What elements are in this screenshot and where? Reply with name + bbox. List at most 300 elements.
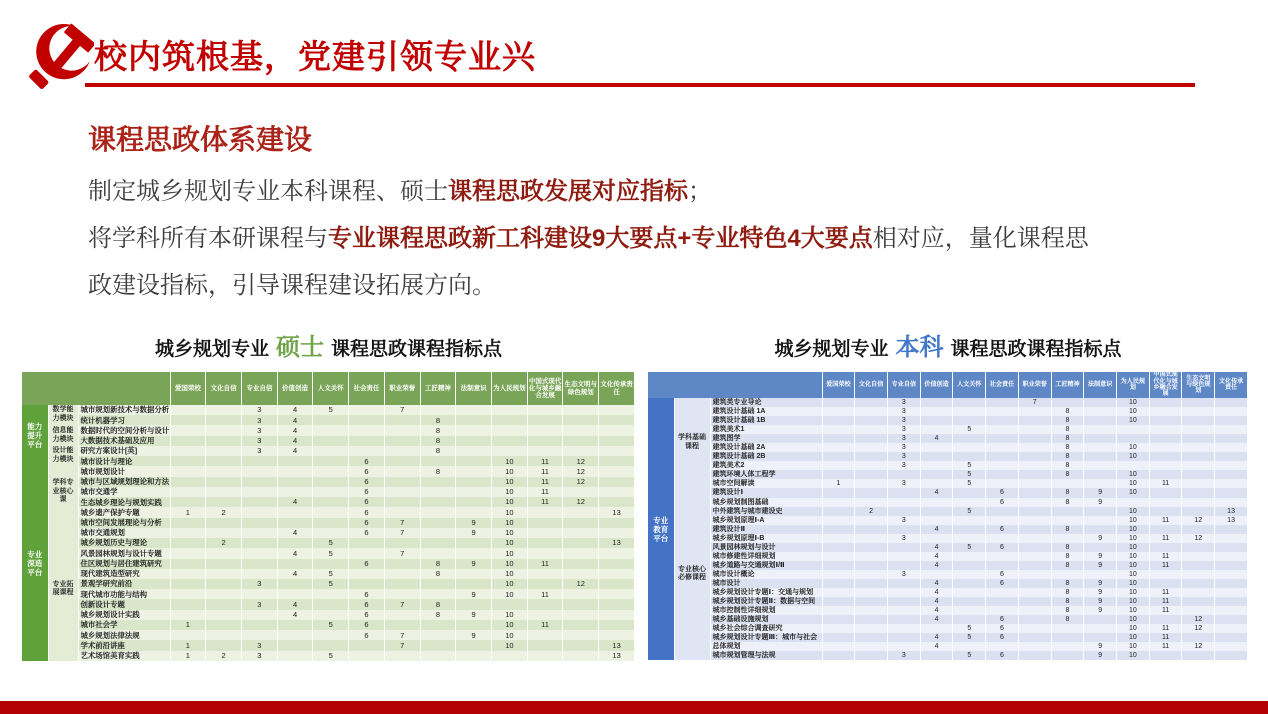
highlight-run: 专业课程思政新工科建设9大要点+专业特色4大要点: [328, 225, 873, 252]
indicator-value-cell: 4: [920, 552, 953, 561]
indicator-value-cell: [986, 416, 1019, 425]
indicator-value-cell: [887, 525, 920, 534]
course-name-cell: 艺术场馆美育实践: [78, 651, 170, 661]
indicator-value-cell: [920, 407, 953, 416]
course-name-cell: 城市空间解读: [710, 479, 822, 488]
indicator-value-cell: 5: [953, 479, 986, 488]
indicator-value-cell: 4: [277, 569, 313, 579]
indicator-value-cell: [855, 407, 888, 416]
indicator-value-cell: [953, 498, 986, 507]
indicator-value-cell: 3: [241, 415, 277, 425]
indicator-value-cell: [1051, 651, 1084, 660]
indicator-value-cell: [384, 589, 420, 599]
indicator-value-cell: 5: [313, 569, 349, 579]
indicator-value-cell: 10: [1117, 561, 1150, 570]
indicator-value-cell: [170, 610, 206, 620]
indicator-value-cell: 8: [1051, 606, 1084, 615]
indicator-value-cell: [822, 606, 855, 615]
indicator-value-cell: [1149, 488, 1182, 497]
indicator-value-cell: [384, 569, 420, 579]
course-name-cell: 城市设计与理论: [78, 456, 170, 466]
indicator-value-cell: 4: [920, 588, 953, 597]
indicator-value-cell: [1084, 434, 1117, 443]
indicator-value-cell: 2: [206, 507, 242, 517]
indicator-value-cell: [456, 415, 492, 425]
indicator-value-cell: [563, 538, 599, 548]
indicator-value-cell: [822, 461, 855, 470]
indicator-value-cell: [1182, 525, 1215, 534]
indicator-value-cell: [206, 425, 242, 435]
indicator-value-cell: [986, 561, 1019, 570]
indicator-value-cell: 6: [986, 633, 1019, 642]
indicator-value-cell: [456, 548, 492, 558]
indicator-value-cell: [492, 436, 528, 446]
course-row: [22, 507, 635, 517]
course-row: [648, 615, 1248, 624]
indicator-value-cell: 2: [206, 538, 242, 548]
indicator-value-cell: [887, 507, 920, 516]
indicator-value-cell: [277, 477, 313, 487]
module-subgroup-cell: 信息能力模块: [48, 425, 78, 445]
indicator-value-cell: [1215, 561, 1248, 570]
indicator-value-cell: [855, 461, 888, 470]
master-table-title: [22, 327, 635, 362]
indicator-value-cell: 4: [277, 405, 313, 415]
course-row: [648, 642, 1248, 651]
indicator-column-header: 专业自信: [887, 372, 920, 398]
indicator-value-cell: 9: [456, 528, 492, 538]
indicator-value-cell: [1149, 498, 1182, 507]
indicator-value-cell: [1018, 615, 1051, 624]
indicator-column-header: 为人民规划: [492, 372, 528, 405]
indicator-value-cell: [492, 651, 528, 661]
indicator-column-header: 为人民规划: [1117, 372, 1150, 398]
indicator-value-cell: [599, 518, 635, 528]
indicator-value-cell: [384, 559, 420, 569]
indicator-value-cell: [456, 579, 492, 589]
course-row: [648, 651, 1248, 660]
indicator-value-cell: [986, 443, 1019, 452]
indicator-value-cell: [855, 425, 888, 434]
indicator-value-cell: [384, 456, 420, 466]
indicator-value-cell: [349, 446, 385, 456]
indicator-value-cell: [599, 446, 635, 456]
indicator-value-cell: [1084, 470, 1117, 479]
course-row: [22, 630, 635, 640]
indicator-value-cell: [527, 425, 563, 435]
indicator-value-cell: [953, 398, 986, 407]
indicator-value-cell: [563, 528, 599, 538]
course-row: [22, 477, 635, 487]
course-name-cell: 数据时代的空间分析与设计: [78, 425, 170, 435]
indicator-value-cell: [1182, 488, 1215, 497]
indicator-value-cell: [1182, 425, 1215, 434]
indicator-value-cell: [206, 579, 242, 589]
indicator-value-cell: 5: [313, 548, 349, 558]
indicator-value-cell: [599, 456, 635, 466]
indicator-value-cell: [953, 597, 986, 606]
indicator-value-cell: 8: [420, 425, 456, 435]
indicator-column-header: 社会责任: [986, 372, 1019, 398]
indicator-value-cell: [855, 452, 888, 461]
indicator-value-cell: [456, 569, 492, 579]
paragraph-line-1: [88, 168, 1238, 215]
platform-group-cell: 专业深造平台: [22, 466, 48, 661]
indicator-value-cell: [277, 579, 313, 589]
indicator-value-cell: [1215, 479, 1248, 488]
course-row: [648, 461, 1248, 470]
indicator-value-cell: 4: [920, 633, 953, 642]
indicator-value-cell: [349, 436, 385, 446]
course-row: [648, 425, 1248, 434]
indicator-value-cell: [170, 415, 206, 425]
indicator-value-cell: 4: [277, 415, 313, 425]
indicator-value-cell: [1149, 434, 1182, 443]
course-name-cell: 城市交通规划: [78, 528, 170, 538]
bachelor-indicator-table: [648, 372, 1248, 660]
indicator-value-cell: [313, 466, 349, 476]
course-name-cell: 城乡规划原理Ⅰ-A: [710, 516, 822, 525]
indicator-value-cell: [953, 525, 986, 534]
course-name-cell: 城乡规划设计专题Ⅰ：交通与规划: [710, 588, 822, 597]
indicator-value-cell: [170, 538, 206, 548]
indicator-column-header: 爱国荣校: [822, 372, 855, 398]
indicator-value-cell: [420, 507, 456, 517]
indicator-column-header: 人文关怀: [953, 372, 986, 398]
indicator-value-cell: 1: [170, 507, 206, 517]
indicator-value-cell: 4: [920, 615, 953, 624]
master-indicator-table: [22, 372, 635, 661]
course-row: [22, 651, 635, 661]
indicator-value-cell: [527, 528, 563, 538]
indicator-value-cell: 10: [492, 456, 528, 466]
indicator-value-cell: [170, 466, 206, 476]
course-row: [22, 559, 635, 569]
indicator-value-cell: [313, 559, 349, 569]
indicator-value-cell: 6: [349, 620, 385, 630]
indicator-column-header: 价值创造: [277, 372, 313, 405]
indicator-value-cell: [599, 610, 635, 620]
course-row: [22, 497, 635, 507]
indicator-value-cell: [953, 434, 986, 443]
indicator-value-cell: 3: [887, 443, 920, 452]
indicator-value-cell: [456, 436, 492, 446]
indicator-value-cell: [349, 538, 385, 548]
indicator-value-cell: [206, 548, 242, 558]
indicator-value-cell: [920, 516, 953, 525]
indicator-value-cell: [920, 651, 953, 660]
indicator-value-cell: 10: [1117, 633, 1150, 642]
course-row: [22, 620, 635, 630]
indicator-value-cell: [1182, 597, 1215, 606]
indicator-value-cell: [420, 579, 456, 589]
indicator-column-header: 文化自信: [206, 372, 242, 405]
indicator-value-cell: [920, 470, 953, 479]
indicator-value-cell: [527, 436, 563, 446]
indicator-value-cell: [986, 452, 1019, 461]
course-row: [648, 597, 1248, 606]
course-name-cell: 风景园林规划与设计专题: [78, 548, 170, 558]
indicator-value-cell: [887, 642, 920, 651]
course-row: [648, 525, 1248, 534]
course-row: [648, 570, 1248, 579]
indicator-value-cell: [1018, 498, 1051, 507]
indicator-value-cell: [855, 606, 888, 615]
indicator-value-cell: [887, 633, 920, 642]
indicator-value-cell: [420, 497, 456, 507]
indicator-value-cell: 10: [492, 487, 528, 497]
indicator-value-cell: 11: [1149, 624, 1182, 633]
indicator-value-cell: 3: [241, 599, 277, 609]
indicator-value-cell: 10: [1117, 470, 1150, 479]
indicator-value-cell: 12: [1182, 642, 1215, 651]
platform-group-cell: 能力提升平台: [22, 405, 48, 466]
indicator-value-cell: 4: [277, 528, 313, 538]
indicator-value-cell: [855, 434, 888, 443]
indicator-value-cell: [241, 569, 277, 579]
indicator-value-cell: [384, 620, 420, 630]
course-row: [22, 487, 635, 497]
indicator-value-cell: [953, 642, 986, 651]
indicator-value-cell: [349, 569, 385, 579]
indicator-value-cell: 3: [241, 446, 277, 456]
indicator-value-cell: [1084, 398, 1117, 407]
course-row: [22, 548, 635, 558]
indicator-value-cell: [986, 425, 1019, 434]
indicator-value-cell: [563, 630, 599, 640]
indicator-value-cell: [599, 630, 635, 640]
indicator-value-cell: 6: [986, 570, 1019, 579]
course-row: [648, 606, 1248, 615]
indicator-value-cell: [1182, 507, 1215, 516]
indicator-value-cell: [1084, 633, 1117, 642]
indicator-value-cell: [1084, 452, 1117, 461]
indicator-column-header: 职业荣誉: [1018, 372, 1051, 398]
indicator-value-cell: [1018, 633, 1051, 642]
indicator-value-cell: [313, 589, 349, 599]
indicator-value-cell: 8: [1051, 552, 1084, 561]
indicator-value-cell: [855, 579, 888, 588]
indicator-value-cell: [527, 651, 563, 661]
indicator-value-cell: 10: [1117, 398, 1150, 407]
degree-label-master: 硕士: [276, 334, 324, 361]
indicator-value-cell: [170, 528, 206, 538]
indicator-value-cell: [855, 488, 888, 497]
indicator-value-cell: 8: [1051, 452, 1084, 461]
indicator-value-cell: [855, 398, 888, 407]
course-name-cell: 大数据技术基础及应用: [78, 436, 170, 446]
indicator-value-cell: [887, 579, 920, 588]
indicator-value-cell: [887, 543, 920, 552]
indicator-value-cell: [206, 620, 242, 630]
indicator-value-cell: [1149, 651, 1182, 660]
indicator-value-cell: [313, 487, 349, 497]
indicator-value-cell: [599, 436, 635, 446]
indicator-value-cell: 10: [1117, 516, 1150, 525]
indicator-value-cell: 10: [1117, 543, 1150, 552]
indicator-value-cell: 10: [1117, 452, 1150, 461]
indicator-value-cell: [1182, 606, 1215, 615]
indicator-value-cell: [563, 589, 599, 599]
indicator-value-cell: 8: [1051, 498, 1084, 507]
indicator-value-cell: [1018, 525, 1051, 534]
indicator-value-cell: [277, 630, 313, 640]
indicator-value-cell: [855, 552, 888, 561]
indicator-value-cell: [953, 606, 986, 615]
indicator-value-cell: [822, 398, 855, 407]
indicator-value-cell: [563, 487, 599, 497]
indicator-value-cell: 9: [456, 610, 492, 620]
indicator-value-cell: [822, 615, 855, 624]
indicator-value-cell: [170, 405, 206, 415]
indicator-value-cell: [170, 569, 206, 579]
indicator-value-cell: [822, 534, 855, 543]
indicator-value-cell: 11: [527, 456, 563, 466]
indicator-value-cell: 5: [313, 651, 349, 661]
indicator-value-cell: [1182, 443, 1215, 452]
indicator-value-cell: 4: [277, 610, 313, 620]
indicator-value-cell: [456, 497, 492, 507]
indicator-value-cell: 5: [953, 651, 986, 660]
indicator-value-cell: 9: [1084, 642, 1117, 651]
course-name-cell: 城市设计: [710, 579, 822, 588]
indicator-value-cell: 4: [277, 446, 313, 456]
indicator-value-cell: [349, 405, 385, 415]
course-name-cell: 风景园林规划与设计: [710, 543, 822, 552]
course-name-cell: 城市规划新技术与数据分析: [78, 405, 170, 415]
course-name-cell: 统计机器学习: [78, 415, 170, 425]
course-name-cell: 城乡社会综合调查研究: [710, 624, 822, 633]
indicator-value-cell: [1182, 452, 1215, 461]
indicator-value-cell: [1117, 434, 1150, 443]
indicator-column-header: 工匠精神: [420, 372, 456, 405]
indicator-value-cell: [527, 538, 563, 548]
indicator-value-cell: 4: [920, 488, 953, 497]
course-row: [648, 498, 1248, 507]
indicator-value-cell: [420, 487, 456, 497]
indicator-value-cell: 3: [887, 516, 920, 525]
indicator-value-cell: 10: [1117, 552, 1150, 561]
course-row: [22, 456, 635, 466]
title-suffix: 课程思政课程指标点: [950, 339, 1122, 360]
indicator-value-cell: 1: [170, 651, 206, 661]
indicator-value-cell: [599, 548, 635, 558]
indicator-value-cell: [456, 446, 492, 456]
indicator-value-cell: 8: [1051, 597, 1084, 606]
indicator-value-cell: [822, 434, 855, 443]
indicator-value-cell: 7: [384, 630, 420, 640]
indicator-value-cell: [1182, 543, 1215, 552]
bachelor-table-container: [648, 372, 1248, 660]
indicator-value-cell: [822, 470, 855, 479]
indicator-value-cell: [887, 588, 920, 597]
indicator-value-cell: [822, 579, 855, 588]
course-name-cell: 学术前沿讲座: [78, 640, 170, 650]
indicator-value-cell: 8: [420, 466, 456, 476]
indicator-value-cell: 4: [920, 543, 953, 552]
indicator-value-cell: [1149, 416, 1182, 425]
indicator-value-cell: [277, 487, 313, 497]
indicator-value-cell: 8: [420, 446, 456, 456]
indicator-value-cell: [563, 569, 599, 579]
indicator-value-cell: [887, 561, 920, 570]
indicator-value-cell: 9: [1084, 597, 1117, 606]
indicator-value-cell: 13: [599, 640, 635, 650]
indicator-value-cell: [206, 405, 242, 415]
course-name-cell: 城市规划设计: [78, 466, 170, 476]
indicator-value-cell: [420, 589, 456, 599]
indicator-value-cell: [953, 588, 986, 597]
indicator-value-cell: [170, 477, 206, 487]
indicator-value-cell: 6: [986, 579, 1019, 588]
indicator-value-cell: [420, 528, 456, 538]
indicator-value-cell: [822, 516, 855, 525]
indicator-value-cell: [206, 599, 242, 609]
indicator-value-cell: [492, 415, 528, 425]
indicator-value-cell: [1018, 624, 1051, 633]
indicator-column-header: 中国式现代化与城乡融合发展: [1149, 372, 1182, 398]
indicator-value-cell: [1084, 407, 1117, 416]
indicator-value-cell: 10: [1117, 570, 1150, 579]
indicator-value-cell: [1084, 615, 1117, 624]
indicator-value-cell: [1051, 398, 1084, 407]
indicator-value-cell: 10: [1117, 597, 1150, 606]
indicator-value-cell: [277, 559, 313, 569]
indicator-value-cell: 11: [527, 589, 563, 599]
table-corner: [22, 372, 170, 405]
indicator-value-cell: [822, 588, 855, 597]
indicator-value-cell: [1182, 407, 1215, 416]
course-row: [648, 452, 1248, 461]
indicator-value-cell: [1051, 642, 1084, 651]
indicator-value-cell: [953, 534, 986, 543]
indicator-value-cell: [887, 615, 920, 624]
indicator-value-cell: 8: [1051, 443, 1084, 452]
indicator-value-cell: 11: [1149, 588, 1182, 597]
indicator-value-cell: [986, 534, 1019, 543]
indicator-value-cell: [206, 528, 242, 538]
indicator-value-cell: 7: [1018, 398, 1051, 407]
indicator-value-cell: [953, 615, 986, 624]
indicator-value-cell: [599, 528, 635, 538]
indicator-value-cell: 4: [920, 597, 953, 606]
indicator-column-header: 生态文明与绿色规划: [563, 372, 599, 405]
indicator-value-cell: 7: [384, 640, 420, 650]
indicator-value-cell: [599, 466, 635, 476]
indicator-value-cell: 10: [1117, 507, 1150, 516]
indicator-value-cell: 6: [986, 498, 1019, 507]
indicator-value-cell: [384, 651, 420, 661]
indicator-value-cell: [206, 446, 242, 456]
indicator-value-cell: 5: [953, 425, 986, 434]
indicator-value-cell: [1215, 633, 1248, 642]
indicator-value-cell: [384, 415, 420, 425]
indicator-value-cell: [206, 589, 242, 599]
indicator-value-cell: [1182, 561, 1215, 570]
indicator-value-cell: [920, 443, 953, 452]
indicator-value-cell: [953, 416, 986, 425]
indicator-value-cell: [170, 425, 206, 435]
course-row: [22, 425, 635, 435]
course-row: [648, 624, 1248, 633]
indicator-value-cell: 6: [986, 543, 1019, 552]
indicator-value-cell: [822, 443, 855, 452]
indicator-value-cell: [1018, 642, 1051, 651]
indicator-value-cell: 9: [1084, 534, 1117, 543]
indicator-value-cell: [599, 425, 635, 435]
course-name-cell: 建筑设计Ⅰ: [710, 488, 822, 497]
title-suffix: 课程思政课程指标点: [331, 339, 503, 360]
